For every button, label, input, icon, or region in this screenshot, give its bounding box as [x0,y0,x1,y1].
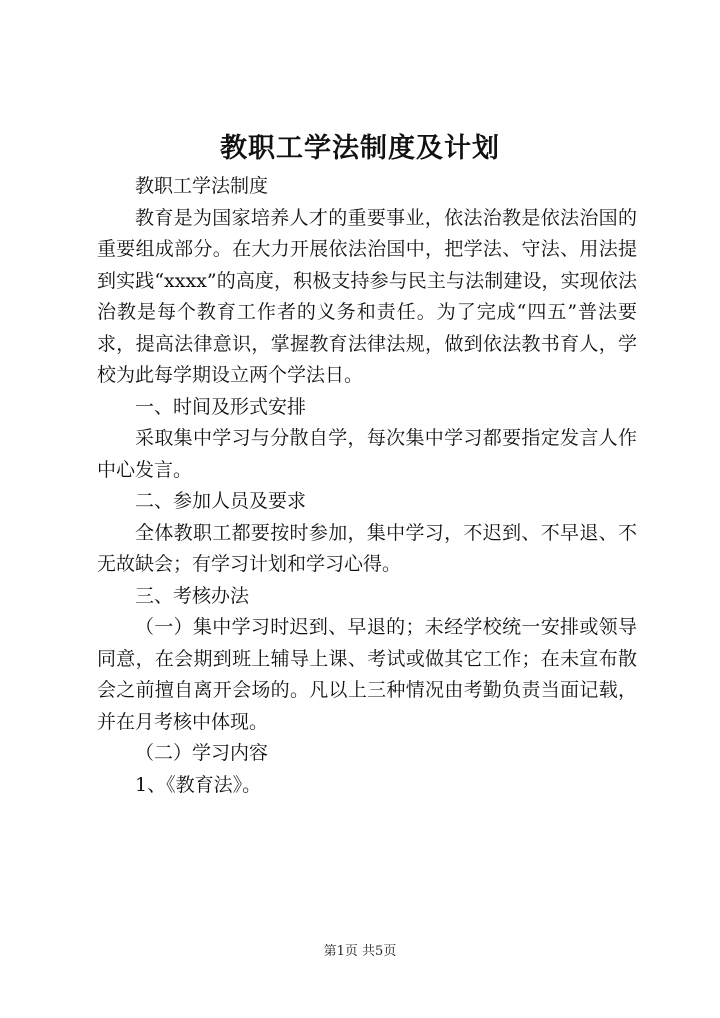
section-heading-participants: 二、参加人员及要求 [135,490,307,512]
section-heading-content: （二）学习内容 [135,742,269,764]
document-title: 教职工学法制度及计划 [220,133,500,164]
document-body [97,171,637,801]
paragraph-education-law: 1、《教育法》。 [135,773,262,796]
paragraph-participants: 全体教职工都要按时参加，集中学习，不迟到、不早退、不无故缺会；有学习计划和学习心得。 [97,521,637,575]
paragraph-heading-rules: 教职工学法制度 [135,175,269,197]
section-heading-time: 一、时间及形式安排 [135,395,307,418]
section-heading-assessment: 三、考核办法 [135,584,250,607]
paragraph-time: 采取集中学习与分散自学，每次集中学习都要指定发言人作中心发言。 [97,427,637,481]
page-footer: 第1页 共5页 [323,944,397,959]
paragraph-intro: 教育是为国家培养人才的重要事业，依法治教是依法治国的重要组成部分。在大力开展依法治国中，把学法、守法、用法提到实践“xxxx”的高度，积极支持参与民主与法制建设，实现依法治教是每个教育工作者的义务和责任。为了完成“四五”普法要求，提高法律意识，掌握教育法律法规，做到依法教书育人，学校为此每学期设立两个学法日。 [97,206,637,386]
paragraph-assessment: （一）集中学习时迟到、早退的；未经学校统一安排或领导同意，在会期到班上辅导上课、考试或做其它工作；在未宣布散会之前擅自离开会场的。凡以上三种情况由考勤负责当面记载，并在月考核中体现。 [97,616,637,733]
